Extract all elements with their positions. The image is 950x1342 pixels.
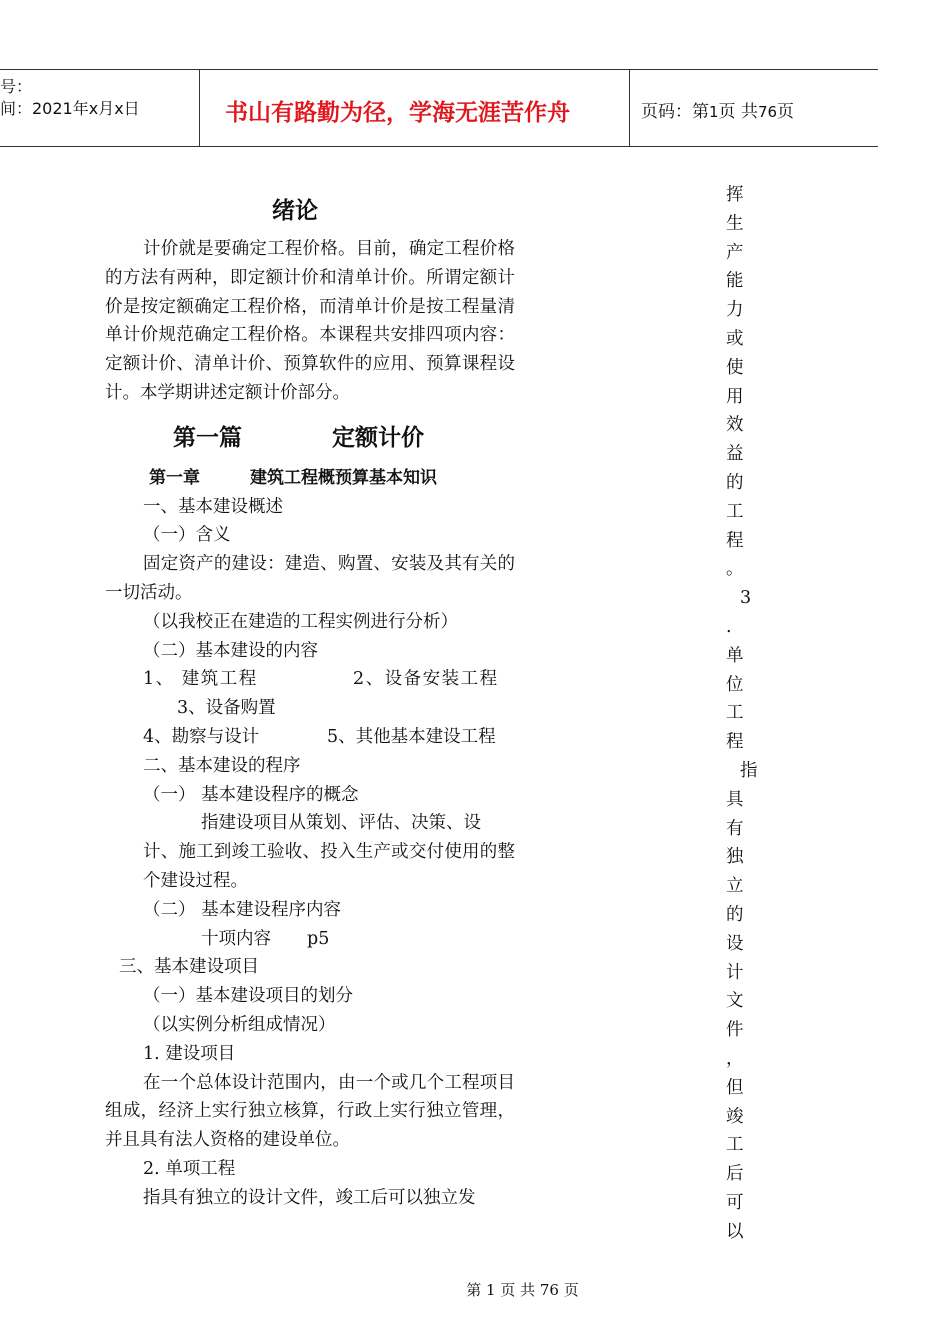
side-column-char: 用 [726, 386, 744, 407]
content-items-row-2 [105, 723, 515, 752]
chapter-title: 建筑工程概预算基本知识 [250, 467, 437, 488]
header-page-mid: 页 共 [718, 102, 758, 122]
side-column-char: 程 [726, 732, 744, 753]
section-2-2-heading: （二） 基本建设程序内容 [143, 899, 342, 920]
side-column-char: 具 [726, 789, 744, 810]
section-2-2-detail [105, 925, 515, 954]
section-2-heading: 二、基本建设的程序 [143, 755, 301, 776]
part-title: 定额计价 [332, 423, 424, 451]
side-column-char: 。 [726, 559, 744, 580]
footer-post: 页 [558, 1281, 579, 1299]
side-column-char: . [726, 616, 732, 637]
side-column-char: 指 [740, 760, 758, 781]
side-column-char: ， [726, 1048, 744, 1069]
section-1-1-note: （以我校正在建造的工程实例进行分析） [143, 611, 458, 632]
side-column-char: 以 [726, 1221, 744, 1242]
header-page-current: 1 [709, 103, 719, 121]
section-3-1-2-text: 指具有独立的设计文件，竣工后可以独立发 [143, 1187, 476, 1208]
side-column-char: 挥 [726, 185, 744, 205]
part-heading [173, 422, 515, 454]
side-column [726, 181, 758, 1246]
side-column-char: 竣 [726, 1106, 744, 1127]
content-item-4: 4、勘察与设计 [143, 726, 260, 747]
section-3-1-note: （以实例分析组成情况） [143, 1014, 336, 1035]
chapter-number: 第一章 [149, 467, 200, 488]
side-column-char: 或 [726, 328, 744, 349]
footer-current: 1 [486, 1281, 496, 1299]
side-column-char: 有 [726, 818, 744, 839]
chapter-heading [105, 464, 515, 493]
footer-pre: 第 [466, 1281, 487, 1299]
header-top-rule [0, 69, 878, 70]
header-time-field: 间：2021年x月x日 [0, 99, 140, 118]
side-column-char: 使 [726, 357, 744, 378]
section-1-1-heading: （一）含义 [143, 525, 231, 546]
side-column-char: 设 [726, 933, 744, 954]
side-column-char: 但 [726, 1077, 744, 1098]
side-column-char: 能 [726, 271, 744, 292]
header-page-end: 页 [777, 102, 795, 122]
content-item-2: 2、设备安装工程 [353, 669, 499, 690]
side-column-char: 产 [726, 242, 744, 263]
side-column-char: 位 [726, 674, 744, 695]
part-number: 第一篇 [173, 423, 242, 451]
side-column-char: 独 [726, 847, 744, 868]
side-column-char: 后 [726, 1164, 744, 1185]
section-2-2-detail-b: p5 [307, 928, 330, 949]
header-number-field: 号： [0, 77, 33, 96]
header-motto: 书山有路勤为径，学海无涯苦作舟 [225, 99, 570, 126]
section-1-heading: 一、基本建设概述 [143, 496, 283, 517]
side-column-char: 益 [726, 444, 744, 465]
document-body [105, 195, 515, 1213]
header-divider-left [199, 69, 200, 146]
content-item-5: 5、其他基本建设工程 [327, 726, 496, 747]
side-column-char: 程 [726, 530, 744, 551]
section-2-1-text-a: 指建设项目从策划、评估、决策、设 [201, 813, 481, 834]
footer-total: 76 [539, 1281, 559, 1299]
header-page-info [641, 97, 794, 122]
content-item-1: 1、 建筑工程 [143, 669, 258, 690]
section-3-1-2-heading: 2. 单项工程 [143, 1158, 236, 1179]
side-column-char: 立 [726, 876, 744, 897]
side-column-char: 工 [726, 703, 744, 724]
side-column-char: 单 [726, 645, 744, 666]
section-2-1-text-b: 计、施工到竣工验收、投入生产或交付使用的整个建设过程。 [143, 842, 515, 891]
page-footer [0, 1279, 950, 1300]
section-3-1-heading: （一）基本建设项目的划分 [143, 986, 353, 1007]
header-divider-right [629, 69, 630, 146]
header-bottom-rule [0, 146, 878, 147]
section-1-2-heading: （二）基本建设的内容 [143, 640, 318, 661]
side-column-char: 的 [726, 904, 744, 925]
section-3-1-1-text: 在一个总体设计范围内，由一个或几个工程项目组成，经济上实行独立核算，行政上实行独立管理，并且具有法人资格的建设单位。 [105, 1072, 515, 1151]
side-column-char: 工 [726, 501, 744, 522]
header-page-total: 76 [757, 103, 778, 121]
content-items-row-1 [105, 665, 515, 694]
section-3-1-1-heading: 1. 建设项目 [143, 1043, 236, 1064]
side-column-char: 生 [726, 213, 744, 234]
side-column-char: 的 [726, 472, 744, 493]
intro-paragraph: 计价就是要确定工程价格。目前，确定工程价格的方法有两种，即定额计价和清单计价。所谓定额计价是按定额确定工程价格，而清单计价是按工程量清单计价规范确定工程价格。本课程共安排四项内容：定额计价、清单计价、预算软件的应用、预算课程设计。本学期讲述定额计价部分。 [105, 239, 515, 403]
footer-mid: 页 共 [495, 1281, 540, 1299]
section-3-heading: 三、基本建设项目 [119, 957, 259, 978]
section-1-1-text: 固定资产的建设：建造、购置、安装及其有关的一切活动。 [105, 554, 515, 603]
section-2-2-detail-a: 十项内容 [201, 928, 271, 949]
side-column-char: 计 [726, 962, 744, 983]
side-column-char: 力 [726, 300, 744, 321]
side-column-char: 效 [726, 415, 744, 436]
page-title: 绪论 [272, 197, 318, 224]
header-page-label: 页码：第 [641, 102, 709, 122]
side-column-char: 文 [726, 991, 744, 1012]
side-column-char: 可 [726, 1192, 744, 1213]
side-column-char: 3 [740, 588, 752, 609]
side-column-char: 件 [726, 1020, 744, 1041]
content-item-3: 3、设备购置 [177, 698, 276, 719]
section-2-1-heading: （一） 基本建设程序的概念 [143, 784, 359, 805]
side-column-char: 工 [726, 1135, 744, 1156]
